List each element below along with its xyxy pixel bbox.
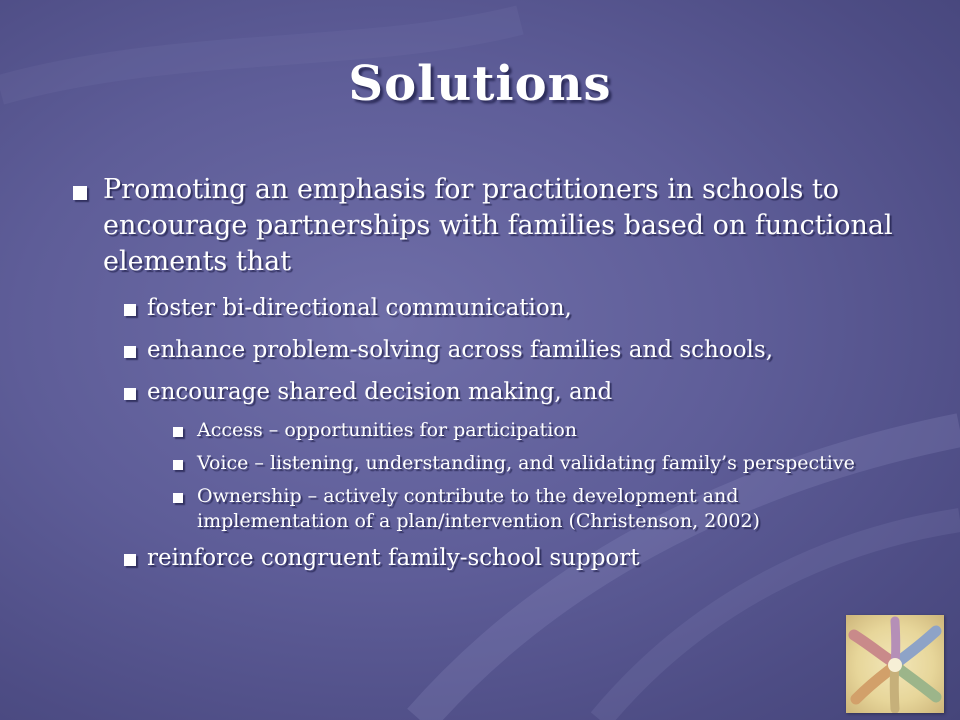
square-bullet-icon — [124, 346, 136, 358]
bullet-text: Promoting an emphasis for practitioners in schools to encourage partnerships with families based on functional elements that — [103, 174, 893, 277]
bullet-item-ownership — [172, 484, 857, 534]
square-bullet-icon — [173, 460, 183, 470]
bullet-text: Access – opportunities for participation — [197, 419, 578, 441]
square-bullet-icon — [124, 304, 136, 316]
bullet-item-promoting — [70, 172, 893, 280]
square-bullet-icon — [124, 554, 136, 566]
slide-title: Solutions — [348, 56, 612, 112]
bullet-text: foster bi-directional communication, — [147, 295, 572, 321]
bullet-item-reinforce — [122, 542, 867, 574]
bullet-item-enhance — [122, 334, 867, 366]
bullet-text: Voice – listening, understanding, and validating family’s perspective — [197, 452, 855, 474]
bullet-text: reinforce congruent family-school support — [147, 545, 640, 571]
bullet-item-access — [172, 418, 857, 443]
square-bullet-icon — [173, 427, 183, 437]
bullet-text: enhance problem-solving across families and schools, — [147, 337, 774, 363]
bullet-text: Ownership – actively contribute to the development and implementation of a plan/intervention (Christenson, 2002) — [197, 485, 760, 532]
square-bullet-icon — [173, 493, 183, 503]
bullet-list — [70, 172, 900, 584]
square-bullet-icon — [124, 388, 136, 400]
bullet-item-encourage — [122, 376, 867, 408]
joined-hands-logo-icon — [846, 615, 944, 713]
bullet-item-voice — [172, 451, 857, 476]
bullet-text: encourage shared decision making, and — [147, 379, 613, 405]
bullet-item-foster — [122, 292, 867, 324]
square-bullet-icon — [73, 186, 87, 200]
